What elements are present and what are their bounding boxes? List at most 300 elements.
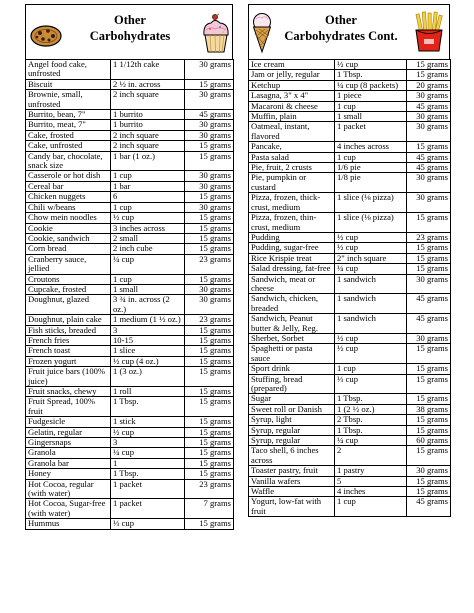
table-row [249,344,451,364]
food-name: Cereal bar [26,181,111,191]
serving-size: 1 medium (1 ½ oz.) [111,315,185,325]
carb-grams: 15 grams [185,387,234,397]
serving-size: 1 cup [335,497,407,517]
serving-size: ½ cup [111,213,185,223]
table-row [249,497,451,517]
carb-grams: 20 grams [407,80,451,90]
serving-size: 1 (2 ½ oz.) [335,404,407,414]
serving-size: 1 sandwich [335,314,407,334]
serving-size: 1 sandwich [335,294,407,314]
table-row [249,60,451,70]
table-row [26,284,234,294]
left-title [62,12,198,44]
table-row [249,294,451,314]
table-row [26,120,234,130]
cupcake-icon [201,13,231,55]
serving-size: 2 Tbsp. [335,415,407,425]
food-name: Granola bar [26,458,111,468]
serving-size: 1 Tbsp. [111,397,185,417]
serving-size: 5 [335,476,407,486]
carb-grams: 15 grams [407,344,451,364]
serving-size: 3 ¾ in. across (2 oz.) [111,295,185,315]
table-row [26,417,234,427]
food-name: Lasagna, 3" x 4" [249,91,335,101]
table-row [26,233,234,243]
carb-grams: 15 grams [407,142,451,152]
table-row [26,397,234,417]
table-row [249,152,451,162]
food-name: Granola [26,448,111,458]
food-name: Honey [26,469,111,479]
serving-size: 1 cup [111,274,185,284]
carb-grams: 15 grams [185,141,234,151]
serving-size: 4 inches across [335,142,407,152]
serving-size: 1 slice [111,346,185,356]
food-name: Cookie, sandwich [26,233,111,243]
left-column [25,4,233,530]
food-name: Doughnut, glazed [26,295,111,315]
table-row [26,171,234,181]
food-name: Pudding [249,232,335,242]
carb-grams: 30 grams [185,171,234,181]
serving-size: 1 piece [335,91,407,101]
serving-size: 1 slice (⅛ pizza) [335,213,407,233]
carb-grams: 15 grams [185,151,234,171]
table-row [249,253,451,263]
carb-grams: 30 grams [185,120,234,130]
table-row [249,446,451,466]
carb-grams: 15 grams [407,476,451,486]
table-row [249,80,451,90]
food-name: Pasta salad [249,152,335,162]
carb-grams: 45 grams [407,163,451,173]
right-header [248,4,450,59]
table-row [26,448,234,458]
table-row [26,356,234,366]
table-row [26,346,234,356]
food-name: Doughnut, plain cake [26,315,111,325]
serving-size: ½ cup [111,427,185,437]
food-name: Pie, fruit, 2 crusts [249,163,335,173]
serving-size: 10-15 [111,335,185,345]
serving-size: 2 small [111,233,185,243]
serving-size: ¼ cup [111,448,185,458]
table-row [249,274,451,294]
food-name: Pizza, frozen, thick-crust, medium [249,193,335,213]
serving-size: 1 (3 oz.) [111,367,185,387]
serving-size: 1 small [335,112,407,122]
food-name: Chow mein noodles [26,213,111,223]
food-name: Croutons [26,274,111,284]
table-row [26,469,234,479]
carb-grams: 30 grams [407,274,451,294]
table-row [249,333,451,343]
left-table [25,59,234,530]
serving-size: ½ cup (4 oz.) [111,356,185,366]
food-name: Sandwich, meat or cheese [249,274,335,294]
table-row [26,60,234,80]
carb-grams: 30 grams [407,91,451,101]
food-name: Macaroni & cheese [249,101,335,111]
table-row [26,130,234,140]
table-row [26,202,234,212]
carb-grams: 45 grams [407,152,451,162]
table-row [26,335,234,345]
food-name: Cake, unfrosted [26,141,111,151]
food-name: Fruit snacks, chewy [26,387,111,397]
food-name: Oatmeal, instant, flavored [249,122,335,142]
table-row [249,487,451,497]
serving-size: 1 cup [335,152,407,162]
carb-grams: 15 grams [407,374,451,394]
table-row [26,479,234,499]
carb-grams: 45 grams [407,497,451,517]
serving-size: 1/8 pie [335,173,407,193]
carb-grams: 15 grams [185,233,234,243]
table-row [26,79,234,89]
food-name: Angel food cake, unfrosted [26,60,111,80]
serving-size: ½ cup [335,333,407,343]
table-row [26,367,234,387]
carb-grams: 30 grams [407,466,451,476]
left-header [25,4,233,59]
serving-size: ¼ cup [335,436,407,446]
carb-grams: 15 grams [185,325,234,335]
carb-grams: 15 grams [407,446,451,466]
food-name: Vanilla wafers [249,476,335,486]
carb-grams: 30 grams [407,122,451,142]
serving-size: ¼ cup [335,264,407,274]
serving-size: 1 stick [111,417,185,427]
table-row [26,499,234,519]
carb-grams: 15 grams [185,346,234,356]
food-name: Gelatin, regular [26,427,111,437]
table-row [26,141,234,151]
food-name: Ketchup [249,80,335,90]
food-name: Gingersnaps [26,438,111,448]
food-name: Sandwich, Peanut butter & Jelly, Reg. [249,314,335,334]
serving-size: 2 inch square [111,130,185,140]
carb-grams: 15 grams [185,213,234,223]
carb-grams: 15 grams [185,244,234,254]
food-name: Yogurt, low-fat with fruit [249,497,335,517]
serving-size: 1 [111,458,185,468]
food-name: Syrup, regular [249,425,335,435]
carb-grams: 15 grams [407,364,451,374]
table-row [26,181,234,191]
carb-grams: 45 grams [407,294,451,314]
cookie-icon [29,23,63,49]
french-fries-icon [412,11,446,53]
carb-grams: 15 grams [185,458,234,468]
carb-grams: 15 grams [185,448,234,458]
carb-grams: 30 grams [407,193,451,213]
serving-size: 1 cup [111,202,185,212]
table-row [249,314,451,334]
serving-size: 1/6 pie [335,163,407,173]
carb-grams: 15 grams [185,223,234,233]
carb-grams: 15 grams [407,415,451,425]
serving-size: 1 packet [111,479,185,499]
carb-grams: 15 grams [407,425,451,435]
food-name: Pancake, [249,142,335,152]
carb-grams: 15 grams [407,264,451,274]
table-row [26,90,234,110]
serving-size: 3 [111,438,185,448]
table-row [26,387,234,397]
food-name: Sandwich, chicken, breaded [249,294,335,314]
serving-size: 1 bar [111,181,185,191]
food-name: Cookie [26,223,111,233]
table-row [249,91,451,101]
table-row [249,142,451,152]
food-name: French toast [26,346,111,356]
table-row [249,173,451,193]
carb-grams: 45 grams [185,110,234,120]
serving-size: 1 burrito [111,120,185,130]
food-name: Chicken nuggets [26,192,111,202]
food-name: Ice cream [249,60,335,70]
serving-size: 3 inches across [111,223,185,233]
table-row [249,193,451,213]
serving-size: 1 cup [335,364,407,374]
food-name: Taco shell, 6 inches across [249,446,335,466]
carb-grams: 15 grams [185,79,234,89]
food-name: Jam or jelly, regular [249,70,335,80]
food-name: Pudding, sugar-free [249,243,335,253]
food-name: Cake, frosted [26,130,111,140]
serving-size: 2 [335,446,407,466]
table-row [26,254,234,274]
table-row [26,223,234,233]
food-name: French fries [26,335,111,345]
carb-grams: 15 grams [185,417,234,427]
right-table [248,59,451,517]
food-name: Burrito, bean, 7" [26,110,111,120]
carb-grams: 15 grams [185,438,234,448]
table-row [249,112,451,122]
table-row [26,151,234,171]
carb-grams: 15 grams [407,213,451,233]
table-row [26,315,234,325]
carb-grams: 7 grams [185,499,234,519]
carb-grams: 45 grams [407,314,451,334]
right-title [273,12,409,44]
table-row [26,458,234,468]
carb-grams: 15 grams [185,519,234,529]
serving-size: ¼ cup [111,254,185,274]
food-name: Corn bread [26,244,111,254]
carb-grams: 30 grams [407,173,451,193]
right-column [248,4,450,517]
table-row [249,425,451,435]
serving-size: 1 cup [335,101,407,111]
carb-grams: 15 grams [185,192,234,202]
food-name: Salad dressing, fat-free [249,264,335,274]
serving-size: ½ cup [335,232,407,242]
serving-size: 1 Tbsp. [335,70,407,80]
table-row [26,244,234,254]
carb-grams: 23 grams [185,254,234,274]
table-row [26,110,234,120]
serving-size: 1 burrito [111,110,185,120]
table-row [26,325,234,335]
serving-size: 6 [111,192,185,202]
table-row [249,364,451,374]
food-name: Candy bar, chocolate, snack size [26,151,111,171]
table-row [249,232,451,242]
right-title-line-2: Carbohydrates Cont. [284,29,398,43]
food-name: Brownie, small, unfrosted [26,90,111,110]
carb-grams: 15 grams [185,335,234,345]
table-row [249,70,451,80]
table-row [249,415,451,425]
food-name: Pie, pumpkin or custard [249,173,335,193]
ice-cream-cone-icon [251,10,273,54]
table-row [249,374,451,394]
carb-grams: 30 grams [185,90,234,110]
table-row [249,122,451,142]
carb-grams: 30 grams [185,60,234,80]
food-name: Sugar [249,394,335,404]
carb-grams: 30 grams [185,295,234,315]
carb-grams: 15 grams [407,70,451,80]
table-row [249,243,451,253]
food-name: Muffin, plain [249,112,335,122]
carb-grams: 23 grams [185,479,234,499]
food-name: Pizza, frozen, thin-crust, medium [249,213,335,233]
table-row [249,476,451,486]
serving-size: ⅓ cup [335,374,407,394]
serving-size: 1 Tbsp. [335,425,407,435]
carb-grams: 15 grams [407,487,451,497]
carb-grams: 15 grams [407,60,451,70]
food-name: Hot Cocoa, regular (with water) [26,479,111,499]
serving-size: 2 inch square [111,141,185,151]
food-name: Spaghetti or pasta sauce [249,344,335,364]
food-name: Hot Cocoa, Sugar-free (with water) [26,499,111,519]
food-name: Syrup, regular [249,436,335,446]
serving-size: 1 Tbsp. [111,469,185,479]
serving-size: ½ cup [335,60,407,70]
food-name: Waffle [249,487,335,497]
food-name: Fruit juice bars (100% juice) [26,367,111,387]
food-name: Casserole or hot dish [26,171,111,181]
table-row [26,274,234,284]
table-row [249,101,451,111]
right-title-line-1: Other [325,13,357,27]
table-row [26,427,234,437]
carb-grams: 45 grams [407,101,451,111]
carb-grams: 15 grams [407,243,451,253]
food-name: Chili w/beans [26,202,111,212]
carb-grams: 15 grams [185,274,234,284]
serving-size: ½ cup [335,243,407,253]
table-row [249,394,451,404]
food-name: Sport drink [249,364,335,374]
serving-size: 2" inch square [335,253,407,263]
table-row [249,404,451,414]
carb-grams: 15 grams [185,397,234,417]
serving-size: 1 packet [335,122,407,142]
carb-grams: 30 grams [185,284,234,294]
serving-size: 1 sandwich [335,274,407,294]
food-name: Sweet roll or Danish [249,404,335,414]
carb-grams: 30 grams [185,130,234,140]
table-row [249,163,451,173]
serving-size: 1 roll [111,387,185,397]
food-name: Fudgesicle [26,417,111,427]
food-name: Cranberry sauce, jellied [26,254,111,274]
food-name: Burrito, meat, 7" [26,120,111,130]
carb-grams: 60 grams [407,436,451,446]
food-name: Syrup, light [249,415,335,425]
serving-size: 1 small [111,284,185,294]
food-name: Frozen yogurt [26,356,111,366]
carb-grams: 30 grams [185,181,234,191]
left-title-line-1: Other [114,13,146,27]
serving-size: 1 packet [111,499,185,519]
carb-grams: 30 grams [407,112,451,122]
serving-size: 1 slice (⅛ pizza) [335,193,407,213]
serving-size: 1 1/12th cake [111,60,185,80]
serving-size: 2 inch square [111,90,185,110]
food-name: Toaster pastry, fruit [249,466,335,476]
table-row [249,264,451,274]
serving-size: 1 Tbsp. [335,394,407,404]
left-title-line-2: Carbohydrates [89,29,171,43]
food-name: Hummus [26,519,111,529]
food-name: Biscuit [26,79,111,89]
food-name: Stuffing, bread (prepared) [249,374,335,394]
serving-size: 3 [111,325,185,335]
serving-size: 1 bar (1 oz.) [111,151,185,171]
carb-grams: 30 grams [407,333,451,343]
serving-size: 4 inches [335,487,407,497]
carb-grams: 30 grams [185,202,234,212]
serving-size: ¼ cup (8 packets) [335,80,407,90]
carb-grams: 38 grams [407,404,451,414]
table-row [249,436,451,446]
carb-grams: 15 grams [185,356,234,366]
serving-size: 2 ½ in. across [111,79,185,89]
food-name: Rice Krispie treat [249,253,335,263]
table-row [26,519,234,529]
food-name: Sherbet, Sorbet [249,333,335,343]
table-row [249,466,451,476]
carb-grams: 23 grams [407,232,451,242]
carb-grams: 23 grams [185,315,234,325]
food-name: Cupcake, frosted [26,284,111,294]
serving-size: ⅓ cup [111,519,185,529]
carb-grams: 15 grams [185,367,234,387]
carb-grams: 15 grams [185,427,234,437]
table-row [26,438,234,448]
carb-grams: 15 grams [407,394,451,404]
table-row [26,213,234,223]
serving-size: 2 inch cube [111,244,185,254]
serving-size: 1 cup [111,171,185,181]
carb-grams: 15 grams [407,253,451,263]
food-name: Fruit Spread, 100% fruit [26,397,111,417]
serving-size: ½ cup [335,344,407,364]
table-row [26,295,234,315]
serving-size: 1 pastry [335,466,407,476]
table-row [26,192,234,202]
food-name: Fish sticks, breaded [26,325,111,335]
table-row [249,213,451,233]
carb-grams: 15 grams [185,469,234,479]
